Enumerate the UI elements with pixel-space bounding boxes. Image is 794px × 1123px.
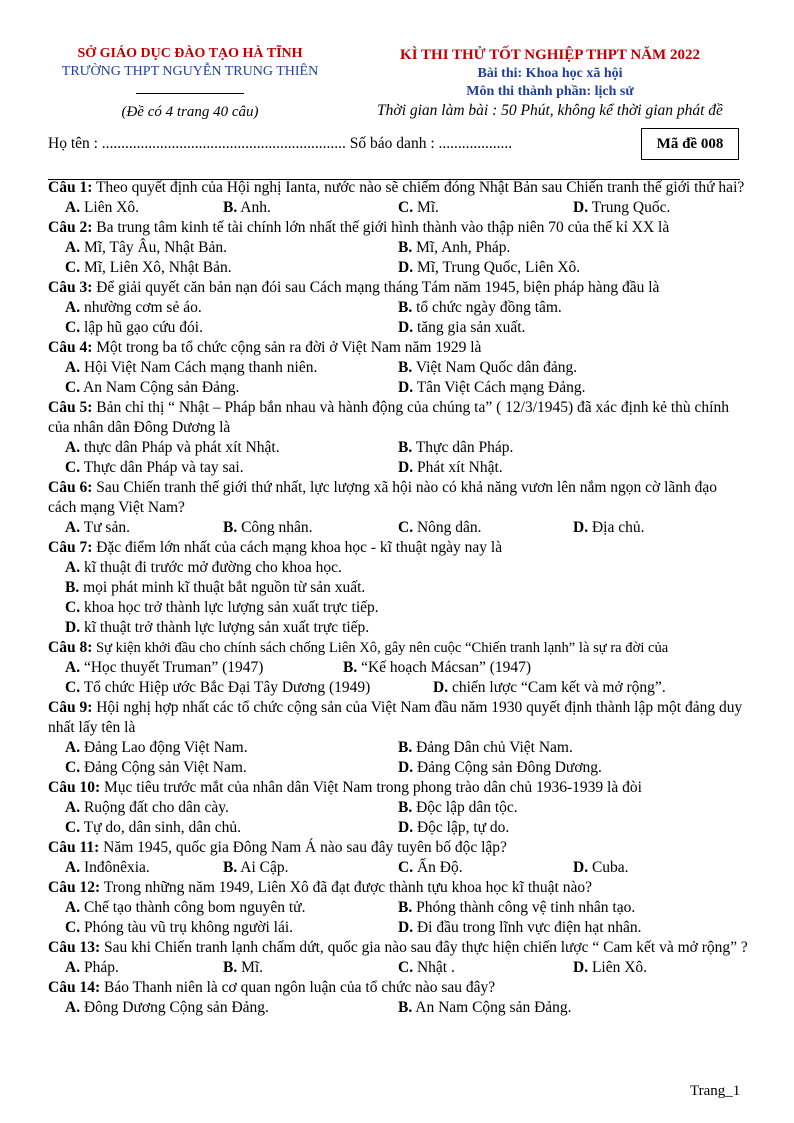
- option-c[interactable]: C. Thực dân Pháp và tay sai.: [65, 459, 244, 476]
- option-a[interactable]: A. kĩ thuật đi trước mở đường cho khoa học.: [65, 559, 342, 576]
- exam-note: (Đề có 4 trang 40 câu): [121, 104, 259, 120]
- option-a[interactable]: A. Chế tạo thành công bom nguyên tử.: [65, 899, 306, 916]
- question-number: Câu 14:: [48, 979, 101, 996]
- option-b[interactable]: B. Anh.: [223, 199, 271, 216]
- question-14: [48, 978, 748, 998]
- option-b[interactable]: B. “Kế hoạch Mácsan” (1947): [343, 659, 532, 676]
- option-c[interactable]: C. Nhật .: [398, 959, 455, 976]
- student-info-line: Họ tên : ............................................................... Số báo danh : ...................: [48, 135, 513, 152]
- question-11: [48, 838, 748, 858]
- answer-row: [48, 678, 748, 698]
- option-d[interactable]: D. Địa chủ.: [573, 519, 645, 536]
- option-a[interactable]: A. Hội Việt Nam Cách mạng thanh niên.: [65, 359, 318, 376]
- answer-row: [48, 238, 748, 258]
- option-d[interactable]: D. Đi đầu trong lĩnh vực điện hạt nhân.: [398, 919, 642, 936]
- option-d[interactable]: D. Mĩ, Trung Quốc, Liên Xô.: [398, 259, 581, 276]
- option-b[interactable]: B. Độc lập dân tộc.: [398, 799, 518, 816]
- question-text: Mục tiêu trước mắt của nhân dân Việt Nam trong phong trào dân chủ 1936-1939 là đòi: [100, 779, 642, 796]
- question-8: [48, 638, 748, 658]
- option-c[interactable]: C. Nông dân.: [398, 519, 482, 536]
- exam-part: Bài thi: Khoa học xã hội: [477, 66, 623, 81]
- question-number: Câu 8:: [48, 639, 93, 656]
- answer-row: [48, 318, 748, 338]
- question-13: [48, 938, 748, 958]
- option-b[interactable]: B. Thực dân Pháp.: [398, 439, 514, 456]
- option-a[interactable]: A. Ruộng đất cho dân cày.: [65, 799, 229, 816]
- option-c[interactable]: C. Mĩ.: [398, 199, 439, 216]
- option-a[interactable]: A. “Học thuyết Truman” (1947): [65, 659, 264, 676]
- option-b[interactable]: B. tổ chức ngày đồng tâm.: [398, 299, 562, 316]
- question-text: Báo Thanh niên là cơ quan ngôn luận của tổ chức nào sau đây?: [100, 979, 496, 996]
- question-text: Bản chỉ thị “ Nhật – Pháp bắn nhau và hành động của chúng ta” ( 12/3/1945) đã xác định kẻ thù chính của nhân dân Đông Dương là: [48, 399, 729, 436]
- option-c[interactable]: C. khoa học trở thành lực lượng sản xuất trực tiếp.: [65, 599, 379, 616]
- exam-code-box: Mã đề 008: [641, 128, 739, 160]
- question-number: Câu 13:: [48, 939, 101, 956]
- question-number: Câu 6:: [48, 479, 93, 496]
- option-b[interactable]: B. Công nhân.: [223, 519, 313, 536]
- question-text: Đặc điểm lớn nhất của cách mạng khoa học - kĩ thuật ngày nay là: [92, 539, 503, 556]
- question-number: Câu 4:: [48, 339, 93, 356]
- option-b[interactable]: B. An Nam Cộng sản Đảng.: [398, 999, 572, 1016]
- answer-row: [48, 818, 748, 838]
- exam-title: KÌ THI THỬ TỐT NGHIỆP THPT NĂM 2022: [400, 47, 700, 63]
- answer-row: [48, 798, 748, 818]
- question-number: Câu 1:: [48, 179, 93, 196]
- question-2: [48, 218, 748, 238]
- question-7: [48, 538, 748, 558]
- department-name: SỞ GIÁO DỤC ĐÀO TẠO HÀ TĨNH: [77, 46, 303, 61]
- question-text: Ba trung tâm kinh tế tài chính lớn nhất thế giới hình thành vào thập niên 70 của thế kỉ XX là: [92, 219, 670, 236]
- question-number: Câu 11:: [48, 839, 100, 856]
- question-list: [48, 178, 748, 1018]
- option-d[interactable]: D. Liên Xô.: [573, 959, 648, 976]
- answer-row: [48, 458, 748, 478]
- option-c[interactable]: C. Tự do, dân sinh, dân chủ.: [65, 819, 242, 836]
- answer-row: [48, 758, 748, 778]
- option-b[interactable]: B. Ai Cập.: [223, 859, 289, 876]
- question-12: [48, 878, 748, 898]
- option-a[interactable]: A. Mĩ, Tây Âu, Nhật Bản.: [65, 239, 228, 256]
- answer-row: [48, 198, 748, 218]
- option-d[interactable]: D. Đảng Cộng sản Đông Dương.: [398, 759, 602, 776]
- question-number: Câu 2:: [48, 219, 93, 236]
- exam-subject: Môn thi thành phần: lịch sử: [466, 84, 634, 99]
- answer-row: [48, 378, 748, 398]
- header-right: [340, 45, 760, 121]
- option-c[interactable]: C. Tổ chức Hiệp ước Bắc Đại Tây Dương (1949): [65, 679, 371, 696]
- option-b[interactable]: B. Mĩ, Anh, Pháp.: [398, 239, 511, 256]
- option-b[interactable]: B. Đảng Dân chủ Việt Nam.: [398, 739, 573, 756]
- question-number: Câu 5:: [48, 399, 93, 416]
- answer-row: [48, 518, 748, 538]
- question-10: [48, 778, 748, 798]
- question-text: Để giải quyết căn bản nạn đói sau Cách mạng tháng Tám năm 1945, biện pháp hàng đầu là: [92, 279, 660, 296]
- option-b[interactable]: B. Mĩ.: [223, 959, 264, 976]
- answer-row: [48, 738, 748, 758]
- question-number: Câu 12:: [48, 879, 101, 896]
- header-divider: [136, 93, 244, 94]
- question-3: [48, 278, 748, 298]
- option-b[interactable]: B. Phóng thành công vệ tinh nhân tạo.: [398, 899, 636, 916]
- page-number: Trang_1: [690, 1083, 741, 1099]
- question-text: Trong những năm 1949, Liên Xô đã đạt được thành tựu khoa học kĩ thuật nào?: [100, 879, 592, 896]
- answer-row: [48, 918, 748, 938]
- answer-row: [48, 358, 748, 378]
- option-c[interactable]: C. Phóng tàu vũ trụ không người lái.: [65, 919, 293, 936]
- exam-time: Thời gian làm bài : 50 Phút, không kể thời gian phát đề: [377, 102, 723, 119]
- answer-row: [48, 958, 748, 978]
- option-d[interactable]: D. Cuba.: [573, 859, 629, 876]
- option-d[interactable]: D. Độc lập, tự do.: [398, 819, 510, 836]
- option-c[interactable]: C. lập hũ gạo cứu đói.: [65, 319, 203, 336]
- answer-row: [48, 258, 748, 278]
- question-number: Câu 7:: [48, 539, 93, 556]
- option-c[interactable]: C. Ấn Độ.: [398, 859, 463, 876]
- question-text: Sự kiện khởi đầu cho chính sách chống Liên Xô, gây nên cuộc “Chiến tranh lạnh” là sự ra đời của: [92, 640, 669, 656]
- option-d[interactable]: D. Tân Việt Cách mạng Đảng.: [398, 379, 586, 396]
- answer-row: [48, 298, 748, 318]
- option-a[interactable]: A. Inđônêxia.: [65, 859, 150, 876]
- option-d[interactable]: D. tăng gia sản xuất.: [398, 319, 526, 336]
- question-9: [48, 698, 748, 738]
- option-a[interactable]: A. Pháp.: [65, 959, 119, 976]
- answer-row: [48, 998, 748, 1018]
- option-a[interactable]: A. nhường cơm sẻ áo.: [65, 299, 202, 316]
- option-a[interactable]: A. thực dân Pháp và phát xít Nhật.: [65, 439, 280, 456]
- question-6: [48, 478, 748, 518]
- option-d[interactable]: D. Trung Quốc.: [573, 199, 671, 216]
- question-text: Sau Chiến tranh thế giới thứ nhất, lực lượng xã hội nào có khả năng vươn lên nắm ngọn cờ lãnh đạo cách mạng Việt Nam?: [48, 479, 718, 516]
- option-c[interactable]: C. Mĩ, Liên Xô, Nhật Bản.: [65, 259, 232, 276]
- question-number: Câu 10:: [48, 779, 101, 796]
- option-a[interactable]: A. Liên Xô.: [65, 199, 140, 216]
- option-a[interactable]: A. Tư sản.: [65, 519, 130, 536]
- question-5: [48, 398, 748, 438]
- option-c[interactable]: C. Đảng Cộng sản Việt Nam.: [65, 759, 247, 776]
- option-a[interactable]: A. Đông Dương Cộng sản Đảng.: [65, 999, 269, 1016]
- option-d[interactable]: D. Phát xít Nhật.: [398, 459, 503, 476]
- answer-row: [48, 438, 748, 458]
- option-c[interactable]: C. An Nam Cộng sản Đảng.: [65, 379, 240, 396]
- question-4: [48, 338, 748, 358]
- question-1: [48, 178, 748, 198]
- option-b[interactable]: B. mọi phát minh kĩ thuật bắt nguồn từ sản xuất.: [65, 579, 366, 596]
- answer-row: [48, 658, 748, 678]
- option-a[interactable]: A. Đảng Lao động Việt Nam.: [65, 739, 248, 756]
- answer-row: [48, 898, 748, 918]
- question-text: Năm 1945, quốc gia Đông Nam Á nào sau đây tuyên bố độc lập?: [99, 839, 507, 856]
- question-text: Sau khi Chiến tranh lạnh chấm dứt, quốc gia nào sau đây thực hiện chiến lược “ Cam kết và mở rộng” ?: [100, 939, 748, 956]
- question-text: Theo quyết định của Hội nghị Ianta, nước nào sẽ chiếm đóng Nhật Bản sau Chiến tranh thế giới thứ hai?: [92, 179, 745, 196]
- question-text: Hội nghị hợp nhất các tổ chức cộng sản của Việt Nam đầu năm 1930 quyết định thành lập một đảng duy nhất lấy tên là: [48, 699, 743, 736]
- question-text: Một trong ba tổ chức cộng sản ra đời ở Việt Nam năm 1929 là: [92, 339, 482, 356]
- answer-row: [48, 858, 748, 878]
- school-name: TRƯỜNG THPT NGUYỄN TRUNG THIÊN: [61, 64, 319, 79]
- question-number: Câu 3:: [48, 279, 93, 296]
- header-left: [40, 45, 340, 121]
- option-d[interactable]: D. kĩ thuật trở thành lực lượng sản xuất trực tiếp.: [65, 619, 370, 636]
- option-b[interactable]: B. Việt Nam Quốc dân đảng.: [398, 359, 578, 376]
- question-number: Câu 9:: [48, 699, 93, 716]
- option-d[interactable]: D. chiến lược “Cam kết và mở rộng”.: [433, 679, 666, 696]
